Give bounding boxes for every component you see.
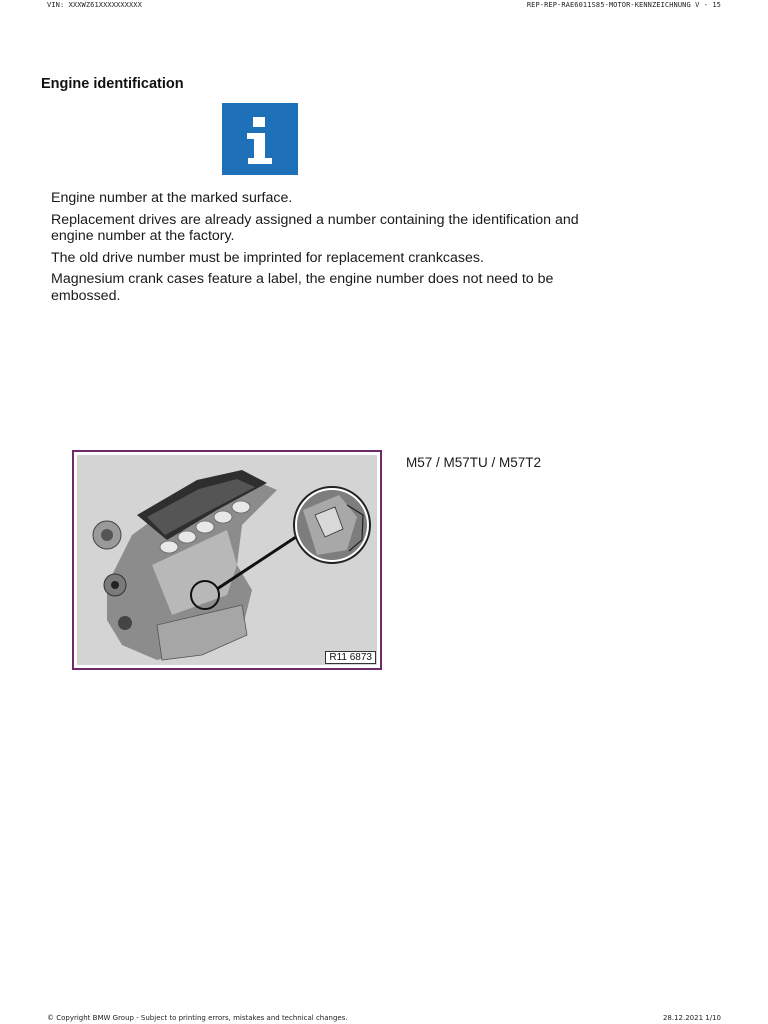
info-icon	[222, 103, 298, 175]
footer-date-page: 28.12.2021 1/10	[662, 1014, 721, 1022]
instruction-text	[51, 190, 611, 309]
engine-illustration	[77, 455, 377, 665]
header-vin: VIN: XXXWZ61XXXXXXXXXX	[47, 1, 142, 9]
footer-copyright: © Copyright BMW Group - Subject to printing errors, mistakes and technical changes.	[47, 1014, 348, 1022]
header-document-id: REP-REP-RAE6011S85-MOTOR-KENNZEICHNUNG V - 15	[526, 1, 721, 9]
paragraph-replacement-drives: Replacement drives are already assigned a number containing the identification and engine number at the factory.	[51, 211, 579, 244]
engine-figure	[72, 450, 382, 670]
page-title: Engine identification	[41, 76, 184, 92]
figure-reference-label: R11 6873	[325, 651, 376, 664]
paragraph-old-drive-number: The old drive number must be imprinted for replacement crankcases.	[51, 249, 484, 266]
paragraph-engine-number: Engine number at the marked surface.	[51, 190, 293, 206]
paragraph-magnesium-crankcases: Magnesium crank cases feature a label, the engine number does not need to be embossed.	[51, 271, 554, 304]
engine-model-caption: M57 / M57TU / M57T2	[406, 455, 542, 470]
